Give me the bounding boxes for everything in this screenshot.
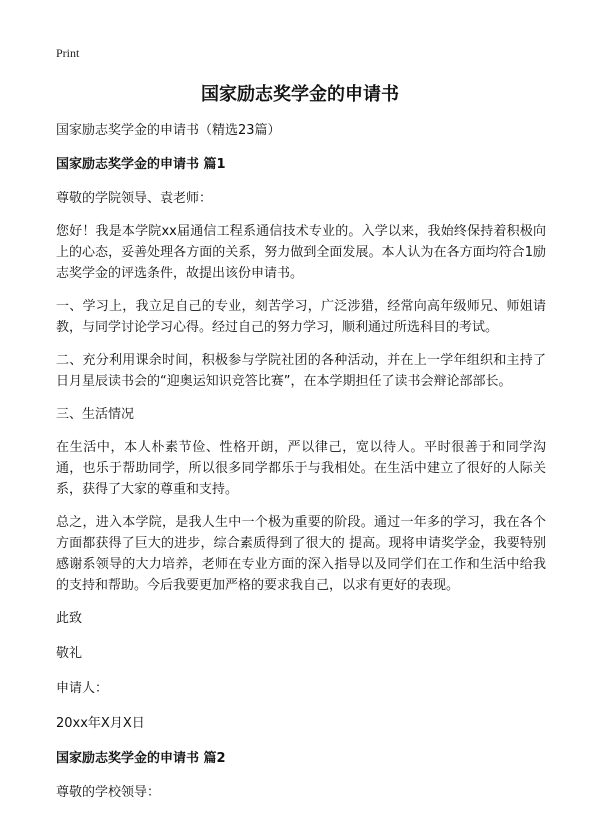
paragraph-activities: 二、充分利用课余时间，积极参与学院社团的各种活动，并在上一学年组织和主持了日月星辰读书会的“迎奥运知识竞答比赛”，在本学期担任了读书会辩论部部长。 [56,353,546,389]
section-heading-2: 国家励志奖学金的申请书 篇2 [56,751,226,766]
paragraph-summary: 总之，进入本学院，是我人生中一个极为重要的阶段。通过一年多的学习，我在各个方面都获得了巨大的进步，综合素质得到了很大的 提高。现将申请奖学金，我要特别感谢系领导的大力培养，老师在专业方面的深入指导以及同学们在工作和生活中给我的支持和帮助。今后我要更加严格的要求我自己，以求有更好的表现。 [56,515,546,593]
paragraph-life-heading: 三、生活情况 [56,407,135,422]
salutation-2: 尊敬的学校领导： [56,785,161,800]
paragraph-life: 在生活中，本人朴素节俭、性格开朗，严以律己，宽以待人。平时很善于和同学沟通，也乐于帮助同学，所以很多同学都乐于与我相处。在生活中建立了很好的人际关系，获得了大家的尊重和支持。 [56,440,546,497]
applicant-label: 申请人： [56,681,109,696]
paragraph-study: 一、学习上，我立足自己的专业，刻苦学习，广泛涉猎，经常向高年级师兄、师姐请教，与同学讨论学习心得。经过自己的努力学习，顺利通过所选科目的考试。 [56,299,546,335]
salutation-1: 尊敬的学院领导、袁老师： [56,191,213,206]
closing-salute: 此致 [56,611,83,626]
closing-regards: 敬礼 [56,646,83,661]
document-subtitle: 国家励志奖学金的申请书（精选23篇） [56,123,281,138]
document-body [56,120,546,815]
section-heading-1: 国家励志奖学金的申请书 篇1 [56,157,226,172]
paragraph-intro: 您好！我是本学院xx届通信工程系通信技术专业的。入学以来，我始终保持着积极向上的心态，妥善处理各方面的关系，努力做到全面发展。本人认为在各方面均符合1励志奖学金的评选条件，故提出该份申请书。 [56,224,546,281]
page-title: 国家励志奖学金的申请书 [201,84,399,105]
print-label: Print [56,46,80,60]
date-line: 20xx年X月X日 [56,716,145,731]
